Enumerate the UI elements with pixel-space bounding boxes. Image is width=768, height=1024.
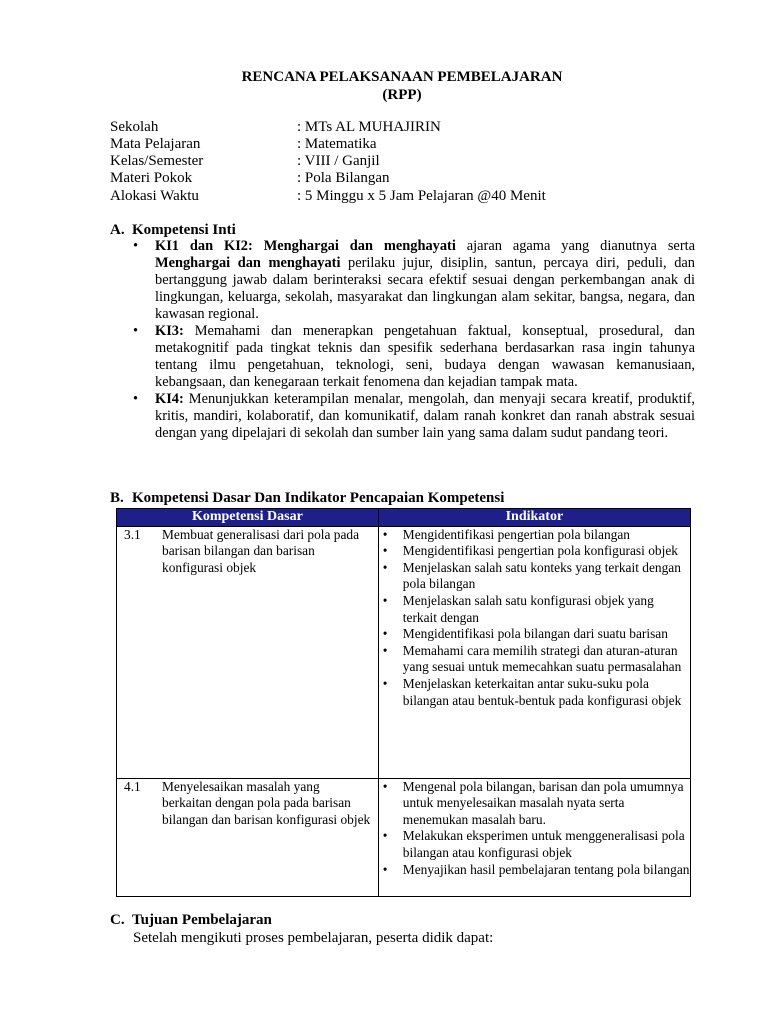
bullet-icon: • — [382, 642, 388, 658]
ki-bold-text: KI1 dan KI2: Menghargai dan menghayati — [155, 238, 456, 254]
list-item — [383, 676, 690, 709]
bullet-icon: • — [133, 323, 139, 339]
bullet-icon: • — [382, 675, 388, 691]
identity-row-time — [110, 188, 546, 205]
section-c-intro: Setelah mengikuti proses pembelajaran, peserta didik dapat: — [133, 930, 494, 946]
indicator-text: Menjelaskan keterkaitan antar suku-suku pola bilangan atau bentuk-bentuk pada konfigurasi objek — [402, 675, 682, 708]
bullet-icon: • — [382, 778, 388, 794]
indicator-text: Mengidentifikasi pola bilangan dari suatu barisan — [402, 626, 668, 642]
identity-label: Materi Pokok — [110, 170, 193, 186]
identity-row-class — [110, 153, 380, 170]
list-item — [383, 828, 690, 861]
section-letter: B. — [110, 490, 124, 506]
list-item — [383, 593, 690, 626]
table-header-row — [117, 509, 691, 527]
table-row — [117, 526, 691, 778]
ki-text: ajaran agama yang dianutnya serta — [455, 238, 695, 254]
ki-text: Memahami dan menerapkan pengetahuan faktual, konseptual, prosedural, dan metakognitif pada tingkat teknis dan spesifik sederhana berdasarkan rasa ingin tahunya tentang ilmu pengetahuan, teknologi, seni, budaya dengan wawasan kemanusiaan, kebangsaan, dan kenegaraan terkait fenomena dan kejadian tampak mata. — [155, 323, 695, 390]
competency-table — [116, 508, 691, 897]
indicator-list — [379, 779, 690, 879]
section-title: Kompetensi Dasar Dan Indikator Pencapaian Kompetensi — [132, 490, 505, 506]
indicator-text: Melakukan eksperimen untuk menggeneralisasi pola bilangan atau konfigurasi objek — [402, 828, 685, 860]
ki-item-1 — [133, 238, 695, 323]
identity-label: Mata Pelajaran — [110, 136, 201, 152]
identity-value: : VIII / Ganjil — [297, 153, 380, 169]
ki-text: Menunjukkan keterampilan menalar, mengolah, dan menyaji secara kreatif, produktif, kritis, mandiri, kolaboratif, dan komunikatif, dalam ranah konkret dan ranah abstrak sesuai dengan yang dipelajari di sekolah dan sumber lain yang sama dalam sudut pandang teori. — [155, 391, 695, 441]
identity-row-school — [110, 119, 441, 136]
header-indikator: Indikator — [378, 509, 690, 527]
document-subtitle: (RPP) — [382, 87, 422, 103]
kd-text: Menyelesaikan masalah yang berkaitan dengan pola pada barisan bilangan dan barisan konfigurasi objek — [162, 778, 371, 827]
identity-value: : Pola Bilangan — [297, 170, 390, 186]
bullet-icon: • — [382, 526, 388, 542]
ki-item-4 — [133, 391, 695, 442]
indicator-text: Menjelaskan salah satu konteks yang terkait dengan pola bilangan — [402, 559, 681, 592]
bullet-icon: • — [133, 391, 139, 407]
identity-value: : 5 Minggu x 5 Jam Pelajaran @40 Menit — [297, 188, 546, 204]
bullet-icon: • — [133, 238, 139, 254]
identity-value: : MTs AL MUHAJIRIN — [297, 119, 441, 135]
indicator-text: Mengenal pola bilangan, barisan dan pola umumnya untuk menyelesaikan masalah nyata serta menemukan masalah baru. — [402, 778, 684, 827]
indicator-cell — [378, 778, 690, 896]
bullet-icon: • — [382, 626, 388, 642]
kd-cell — [117, 526, 379, 778]
list-item — [383, 779, 690, 829]
list-item — [383, 527, 690, 544]
bullet-icon: • — [382, 861, 388, 877]
ki-bold-text: KI4: — [155, 391, 184, 407]
bullet-icon: • — [382, 543, 388, 559]
indicator-cell — [378, 526, 690, 778]
kd-number: 3.1 — [124, 526, 141, 542]
indicator-list — [379, 527, 690, 710]
ki-bold-text: Menghargai dan menghayati — [155, 255, 341, 271]
header-kompetensi-dasar: Kompetensi Dasar — [117, 509, 379, 527]
bullet-icon: • — [382, 559, 388, 575]
identity-row-topic — [110, 170, 390, 187]
list-item — [383, 643, 690, 676]
list-item — [383, 626, 690, 643]
list-item — [383, 543, 690, 560]
section-a-heading — [110, 222, 236, 239]
indicator-text: Memahami cara memilih strategi dan aturan-aturan yang sesuai untuk memecahkan suatu permasalahan — [402, 642, 682, 675]
kd-text: Membuat generalisasi dari pola pada barisan bilangan dan barisan konfigurasi objek — [162, 526, 360, 575]
indicator-text: Menjelaskan salah satu konfigurasi objek yang terkait dengan — [402, 592, 654, 625]
identity-label: Kelas/Semester — [110, 153, 204, 169]
ki-bold-text: KI3: — [155, 323, 184, 339]
indicator-text: Mengidentifikasi pengertian pola konfigurasi objek — [402, 543, 678, 559]
ki-text: perilaku jujur, disiplin, santun, percaya diri, peduli, dan bertanggung jawab dalam berinteraksi secara efektif sesuai dengan perkembangan anak di lingkungan, keluarga, sekolah, masyarakat dan lingkungan alam sekitar, bangsa, negara, dan kawasan regional. — [155, 255, 695, 322]
indicator-text: Menyajikan hasil pembelajaran tentang pola bilangan — [402, 861, 690, 877]
identity-label: Sekolah — [110, 119, 159, 135]
ki-list — [133, 238, 695, 442]
list-item — [383, 862, 690, 879]
identity-label: Alokasi Waktu — [110, 188, 199, 204]
identity-row-subject — [110, 136, 377, 153]
document-title: RENCANA PELAKSANAAN PEMBELAJARAN — [241, 69, 563, 85]
table-row — [117, 778, 691, 896]
section-c-heading — [110, 912, 272, 929]
list-item — [383, 560, 690, 593]
ki-item-3 — [133, 323, 695, 391]
section-letter: A. — [110, 222, 125, 238]
section-letter: C. — [110, 912, 125, 928]
kd-number: 4.1 — [124, 778, 141, 794]
section-title: Tujuan Pembelajaran — [132, 912, 272, 928]
identity-value: : Matematika — [297, 136, 377, 152]
section-title: Kompetensi Inti — [132, 222, 236, 238]
section-b-heading — [110, 490, 504, 507]
indicator-text: Mengidentifikasi pengertian pola bilangan — [402, 526, 630, 542]
bullet-icon: • — [382, 828, 388, 844]
kd-cell — [117, 778, 379, 896]
bullet-icon: • — [382, 592, 388, 608]
